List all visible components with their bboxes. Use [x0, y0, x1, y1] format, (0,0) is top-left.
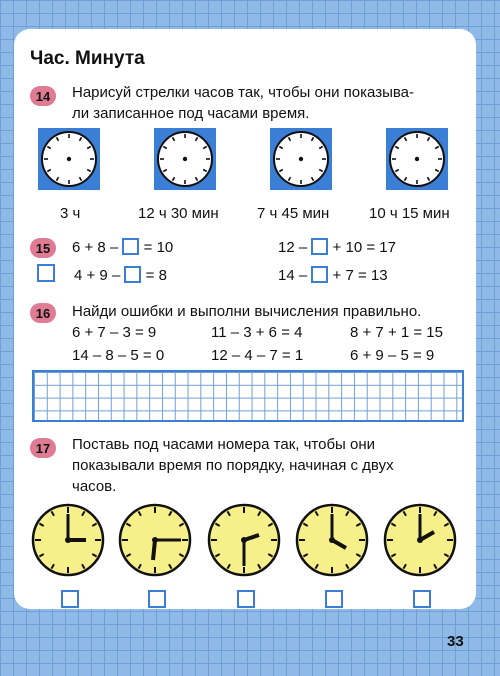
answer-box[interactable] [124, 266, 141, 283]
equation: 8 + 7 + 1 = 15 [350, 324, 443, 341]
clock-face-icon [270, 128, 332, 190]
clock-number-box-4[interactable] [325, 590, 343, 608]
answer-box[interactable] [122, 238, 139, 255]
expr-15c-left: 4 + 9 – [74, 267, 121, 284]
expr-15b-left: 12 – [278, 239, 308, 256]
equation: 14 – 8 – 5 = 0 [72, 347, 165, 364]
exercise-17-text-line1: Поставь под часами номера так, чтобы они [72, 436, 376, 453]
page-title: Час. Минута [30, 48, 145, 69]
exercise-14-badge: 14 [30, 86, 56, 106]
clock-2-30-icon [206, 502, 282, 578]
exercise-16-badge: 16 [30, 303, 56, 323]
clock-face-icon [38, 128, 100, 190]
exercise-17-text-line2: показывали время по порядку, начиная с двух [72, 457, 394, 474]
expr-15c [74, 266, 167, 284]
clock-number-box-5[interactable] [413, 590, 431, 608]
answer-grid[interactable] [32, 370, 464, 422]
clock-6-15-icon [117, 502, 193, 578]
empty-clock-4[interactable] [386, 128, 448, 190]
exercise-15-badge: 15 [30, 238, 56, 258]
clock-number-box-1[interactable] [61, 590, 79, 608]
clock-4-00-icon [294, 502, 370, 578]
clock-number-box-3[interactable] [237, 590, 255, 608]
exercise-15-checkbox[interactable] [37, 264, 55, 282]
exercise-17-badge: 17 [30, 438, 56, 458]
exercise-14-text-line2: ли записанное под часами время. [72, 105, 310, 122]
clock-3-00-icon [30, 502, 106, 578]
page-number: 33 [447, 633, 464, 650]
clock-caption-1: 3 ч [60, 205, 81, 222]
expr-15c-right: = 8 [145, 267, 167, 284]
expr-15b-right: + 10 = 17 [332, 239, 396, 256]
equation: 6 + 7 – 3 = 9 [72, 324, 157, 341]
empty-clock-1[interactable] [38, 128, 100, 190]
exercise-14-text-line1: Нарисуй стрелки часов так, чтобы они показыва- [72, 84, 415, 101]
clock-number-box-2[interactable] [148, 590, 166, 608]
clock-2-00-icon [382, 502, 458, 578]
expr-15d [278, 266, 388, 284]
exercise-16-text: Найди ошибки и выполни вычисления правильно. [72, 303, 422, 320]
expr-15d-left: 14 – [278, 267, 308, 284]
expr-15b [278, 238, 396, 256]
clock-caption-4: 10 ч 15 мин [369, 205, 450, 222]
empty-clock-2[interactable] [154, 128, 216, 190]
expr-15a [72, 238, 173, 256]
answer-box[interactable] [311, 266, 328, 283]
answer-box[interactable] [311, 238, 328, 255]
expr-15a-right: = 10 [143, 239, 174, 256]
expr-15d-right: + 7 = 13 [332, 267, 388, 284]
equation: 12 – 4 – 7 = 1 [211, 347, 304, 364]
clock-caption-2: 12 ч 30 мин [138, 205, 219, 222]
clock-face-icon [154, 128, 216, 190]
clock-caption-3: 7 ч 45 мин [257, 205, 330, 222]
clock-face-icon [386, 128, 448, 190]
empty-clock-3[interactable] [270, 128, 332, 190]
exercise-17-text-line3: часов. [72, 478, 117, 495]
equation: 11 – 3 + 6 = 4 [211, 324, 303, 341]
expr-15a-left: 6 + 8 – [72, 239, 119, 256]
equation: 6 + 9 – 5 = 9 [350, 347, 435, 364]
